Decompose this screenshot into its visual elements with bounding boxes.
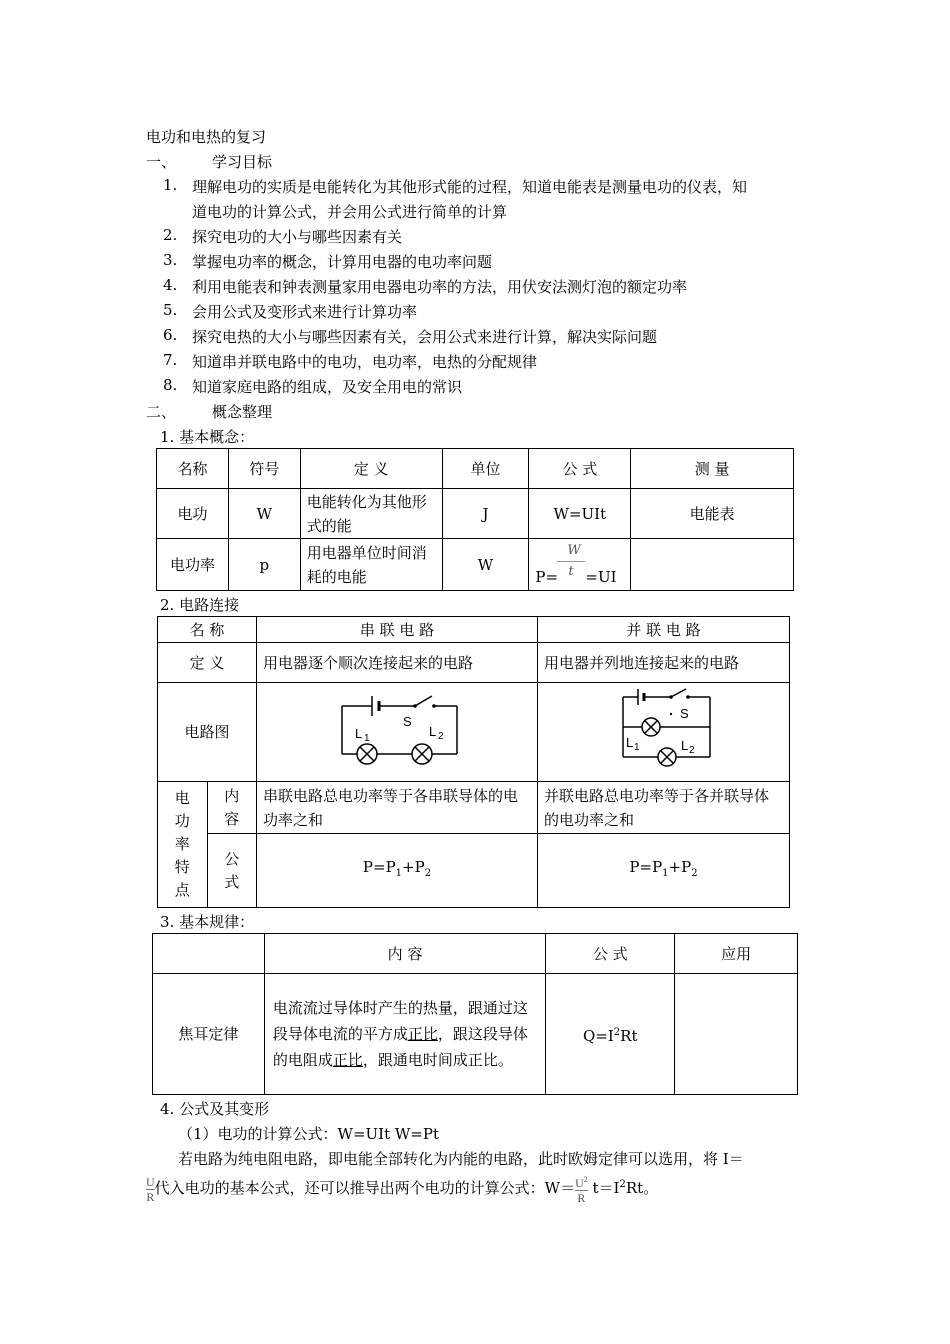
lamp-l2-label: L — [681, 737, 689, 753]
series-power-content: 串联电路总电功率等于各串联导体的电功率之和 — [257, 782, 538, 834]
law-underlined: 正比 — [332, 1051, 363, 1069]
switch-contact — [432, 704, 436, 708]
formula-subscript: 1 — [395, 868, 403, 879]
section-1-number: 一、 — [146, 153, 177, 171]
switch-pivot — [413, 704, 417, 708]
goal-number: 8. — [163, 376, 178, 394]
series-definition: 用电器逐个顺次连接起来的电路 — [257, 643, 538, 683]
law-text: ，跟这段导体的电阻成 — [272, 1025, 528, 1069]
law-underlined: 正比 — [407, 1025, 438, 1043]
table-cell — [631, 539, 794, 591]
series-power-formula — [257, 834, 538, 908]
page-title: 电功和电热的复习 — [146, 128, 267, 146]
series-diagram-cell — [257, 683, 538, 782]
formula-text: P=P — [362, 858, 396, 876]
goal-number: 1. — [163, 176, 178, 194]
section-4-caption: 4. 公式及其变形 — [160, 1100, 270, 1118]
law-text: 电流流过导体时产生的热量，跟通过这段导体电流的平方成 — [272, 999, 528, 1043]
goal-number: 5. — [163, 301, 178, 319]
fraction-denominator: R — [146, 1189, 155, 1204]
section-2-heading: 概念整理 — [212, 403, 273, 421]
switch-label: S — [403, 713, 412, 729]
table-cell: 用电器单位时间消耗的电能 — [300, 539, 442, 591]
law-formula — [546, 974, 675, 1095]
paragraph-text: Rt。 — [625, 1179, 659, 1197]
formula-numerator: W — [567, 542, 581, 558]
law-application — [675, 974, 798, 1095]
fraction-u2-over-r — [575, 1173, 588, 1205]
table-2-caption: 2. 电路连接 — [160, 596, 240, 614]
header-cell: 测 量 — [631, 449, 794, 489]
section-2-number: 二、 — [146, 403, 177, 421]
basic-concepts-table — [156, 448, 794, 591]
formula-superscript: 2 — [619, 1179, 626, 1190]
row-label: 电路图 — [158, 683, 257, 782]
fraction-superscript: 2 — [583, 1175, 588, 1184]
switch-label: S — [680, 705, 689, 721]
goal-text: 探究电热的大小与哪些因素有关，会用公式来进行计算，解决实际问题 — [192, 328, 658, 346]
lamp-l1-subscript: 1 — [634, 741, 640, 753]
header-cell: 公 式 — [546, 934, 675, 974]
table-cell: W — [228, 489, 300, 539]
goal-number: 4. — [163, 276, 178, 294]
table-cell: W — [442, 539, 529, 591]
formula-prefix: P= — [535, 567, 559, 586]
lamp-l1-label: L — [355, 725, 363, 741]
header-cell: 并 联 电 路 — [538, 617, 790, 643]
law-content — [264, 974, 546, 1095]
header-cell: 定 义 — [300, 449, 442, 489]
header-cell: 名 称 — [158, 617, 257, 643]
parallel-circuit-diagram — [538, 684, 789, 781]
table-cell: 电功 — [157, 489, 229, 539]
paragraph-line-1: 若电路为纯电阻电路，即电能全部转化为内能的电路，此时欧姆定律可以选用，将 I＝ — [178, 1150, 744, 1168]
goal-text: 利用电能表和钟表测量家用电器电功率的方法，用伏安法测灯泡的额定功率 — [192, 278, 688, 296]
header-cell: 单位 — [442, 449, 529, 489]
sub-heading-1: （1）电功的计算公式：W=UIt W=Pt — [178, 1125, 439, 1143]
goal-number: 6. — [163, 326, 178, 344]
paragraph-text: 代入电功的基本公式，还可以推导出两个电功的计算公式：W＝ — [154, 1179, 576, 1197]
fraction-denominator: R — [575, 1190, 588, 1205]
fraction-u-over-r — [146, 1175, 155, 1204]
formula-denominator: t — [568, 563, 574, 579]
lamp-l2-subscript: 2 — [689, 744, 695, 756]
header-cell: 应用 — [675, 934, 798, 974]
lamp-l2-label: L — [429, 723, 437, 739]
table-cell: p — [228, 539, 300, 591]
goal-number: 7. — [163, 351, 178, 369]
fraction-numerator: U — [575, 1176, 584, 1190]
goal-text: 知道串并联电路中的电功，电功率，电热的分配规律 — [192, 353, 538, 371]
goal-text: 理解电功的实质是电能转化为其他形式能的过程，知道电能表是测量电功的仪表，知 — [192, 178, 748, 196]
header-cell: 符号 — [228, 449, 300, 489]
power-formula-cell — [529, 539, 631, 591]
goal-text: 探究电功的大小与哪些因素有关 — [192, 228, 403, 246]
circuit-table — [157, 616, 790, 908]
table-3-caption: 3. 基本规律： — [160, 913, 255, 931]
law-text: ，跟通电时间成正比。 — [362, 1051, 513, 1069]
series-circuit-diagram — [257, 684, 537, 781]
switch-blade — [415, 696, 432, 706]
table-cell: 电能转化为其他形式的能 — [300, 489, 442, 539]
section-1-heading: 学习目标 — [212, 153, 273, 171]
formula-superscript: 2 — [613, 1026, 621, 1038]
goal-text: 知道家庭电路的组成，及安全用电的常识 — [192, 378, 463, 396]
formula-text: +P — [668, 858, 692, 876]
lamp-l1-subscript: 1 — [364, 732, 370, 744]
goal-text: 掌握电功率的概念，计算用电器的电功率问题 — [192, 253, 493, 271]
table-cell: 电能表 — [631, 489, 794, 539]
formula-text: Q=I — [582, 1026, 614, 1045]
formula-text: P=P — [629, 858, 663, 876]
goal-number: 3. — [163, 251, 178, 269]
formula-subscript: 2 — [691, 868, 698, 879]
table-cell: W=UIt — [529, 489, 631, 539]
lamp-l1-label: L — [626, 734, 634, 750]
goal-text-cont: 道电功的计算公式，并会用公式进行简单的计算 — [192, 203, 508, 221]
power-characteristics-label: 电功率特点 — [158, 782, 208, 908]
table-1-caption: 1. 基本概念： — [160, 428, 255, 446]
header-cell: 串 联 电 路 — [257, 617, 538, 643]
parallel-diagram-cell — [538, 683, 790, 782]
formula-text: Rt — [620, 1026, 638, 1045]
lamp-l2-subscript: 2 — [438, 730, 444, 742]
paragraph-line-2 — [146, 1173, 658, 1205]
basic-laws-table — [152, 933, 798, 1095]
table-cell: J — [442, 489, 529, 539]
formula-subscript: 2 — [424, 868, 432, 879]
header-cell — [153, 934, 265, 974]
formula-subscript: 1 — [662, 868, 669, 879]
parallel-power-content: 并联电路总电功率等于各并联导体的电功率之和 — [538, 782, 790, 834]
junction-dot — [670, 712, 672, 714]
paragraph-text: t＝I — [587, 1179, 620, 1197]
switch-contact — [686, 695, 690, 699]
fraction-numerator: U — [146, 1174, 155, 1189]
parallel-power-formula — [538, 834, 790, 908]
switch-pivot — [669, 695, 673, 699]
goal-text: 会用公式及变形式来进行计算功率 — [192, 303, 418, 321]
content-label: 内容 — [207, 782, 257, 834]
row-label: 定 义 — [158, 643, 257, 683]
formula-text: +P — [402, 858, 425, 876]
goal-number: 2. — [163, 226, 178, 244]
header-cell: 内 容 — [264, 934, 546, 974]
header-cell: 公 式 — [529, 449, 631, 489]
formula-label: 公式 — [207, 834, 257, 908]
parallel-definition: 用电器并列地连接起来的电路 — [538, 643, 790, 683]
law-name: 焦耳定律 — [153, 974, 265, 1095]
switch-blade — [671, 689, 686, 697]
formula-suffix: =UI — [585, 567, 617, 586]
header-cell: 名称 — [157, 449, 229, 489]
table-cell: 电功率 — [157, 539, 229, 591]
